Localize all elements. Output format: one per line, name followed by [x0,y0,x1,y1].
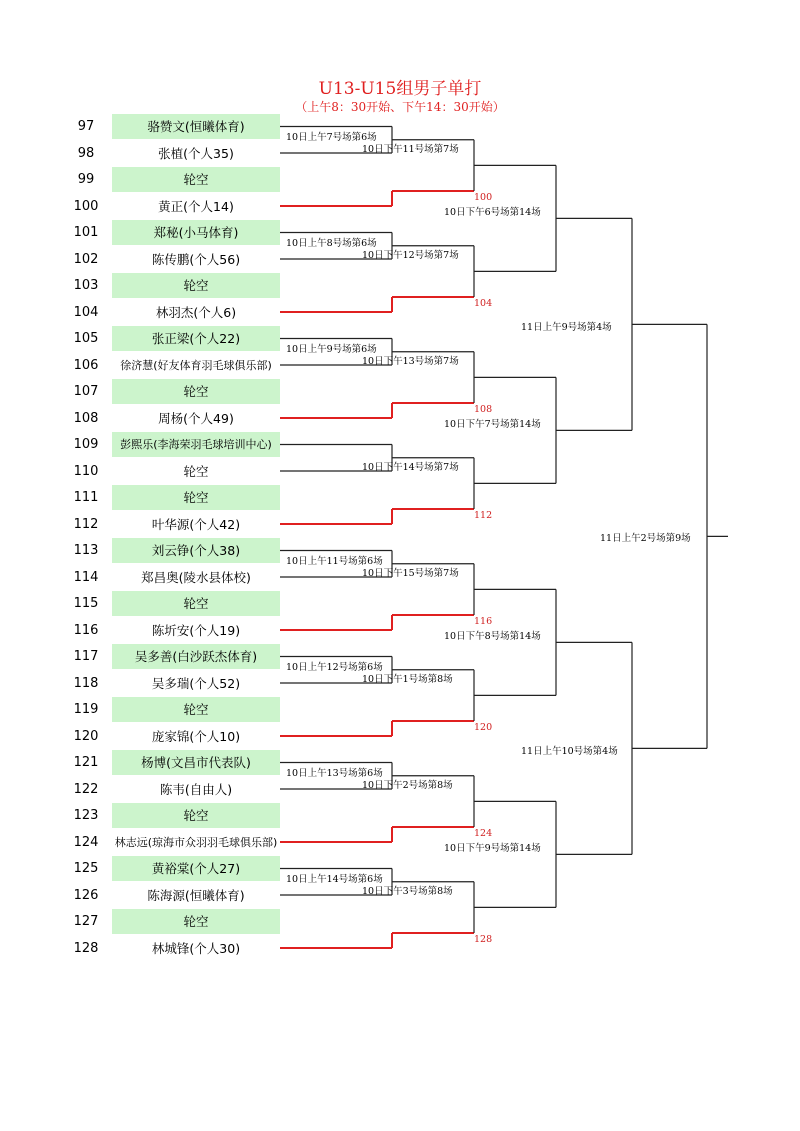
player-seed-number: 102 [73,251,99,267]
match-label: 10日上午14号场第6场 [286,873,383,885]
match-label: 10日下午13号场第7场 [362,355,459,367]
player-seed-number: 115 [73,596,99,611]
player-seed-number: 122 [73,781,99,797]
player-seed-number: 116 [73,622,99,638]
bye-seed-label: 120 [474,722,493,733]
player-name: 张正梁(个人22) [112,326,280,351]
bye-seed-label: 112 [474,510,493,521]
match-label: 10日上午8号场第6场 [286,237,377,249]
player-name: 黄裕棠(个人27) [112,856,280,881]
player-name: 轮空 [183,463,209,479]
player-name: 轮空 [112,167,280,192]
player-name: 陈传鹏(个人56) [151,251,241,267]
match-label: 10日下午2号场第8场 [362,779,453,791]
bye-seed-label: 100 [474,192,493,203]
match-label: 10日上午7号场第6场 [286,131,377,143]
player-name: 刘云铮(个人38) [112,538,280,563]
player-seed-number: 100 [73,198,99,214]
player-seed-number: 98 [77,145,95,161]
player-name: 彭熙乐(李海荣羽毛球培训中心) [112,432,280,457]
player-seed-number: 107 [73,384,99,399]
player-seed-number: 101 [73,225,99,240]
player-name: 轮空 [112,485,280,510]
final-match-label: 11日上午2号场第9场 [600,533,691,545]
player-seed-number: 119 [73,702,99,717]
player-seed-number: 123 [73,808,99,823]
player-name: 陈圻安(个人19) [151,622,241,638]
player-seed-number: 103 [73,278,99,293]
player-name: 吴多善(白沙跃杰体育) [112,644,280,669]
player-name: 张植(个人35) [158,145,234,161]
player-seed-number: 117 [73,649,99,664]
match-label: 10日下午15号场第7场 [362,567,459,579]
match-label: 10日下午3号场第8场 [362,885,453,897]
match-label: 10日下午6号场第14场 [444,207,541,219]
player-name: 庞家锦(个人10) [151,728,241,744]
match-label: 10日上午12号场第6场 [286,661,383,673]
player-name: 轮空 [112,379,280,404]
player-seed-number: 114 [73,569,99,585]
player-name: 周杨(个人49) [158,410,234,426]
player-seed-number: 99 [77,172,95,187]
bye-seed-label: 108 [474,404,493,415]
player-name: 轮空 [112,803,280,828]
player-seed-number: 112 [73,516,99,532]
match-label: 10日上午9号场第6场 [286,343,377,355]
player-name: 林志远(琼海市众羽羽毛球俱乐部) [114,835,278,849]
player-name: 徐济慧(好友体育羽毛球俱乐部) [120,358,272,372]
page-subtitle: （上午8：30开始、下午14：30开始） [295,100,505,114]
player-seed-number: 121 [73,755,99,770]
player-seed-number: 118 [73,675,99,691]
bye-seed-label: 116 [474,616,493,627]
player-name: 轮空 [112,909,280,934]
player-seed-number: 125 [73,861,99,876]
player-seed-number: 106 [73,357,99,373]
player-seed-number: 97 [77,119,95,134]
player-name: 轮空 [112,273,280,298]
player-name: 叶华源(个人42) [151,516,241,532]
match-label: 10日下午12号场第7场 [362,249,459,261]
player-name: 杨博(文昌市代表队) [112,750,280,775]
player-seed-number: 111 [73,490,99,505]
player-name: 林城锋(个人30) [151,940,241,956]
match-label: 10日下午9号场第14场 [444,843,541,855]
match-label: 10日下午1号场第8场 [362,673,453,685]
player-name: 轮空 [112,697,280,722]
bye-seed-label: 104 [474,298,493,309]
player-name: 林羽杰(个人6) [155,304,237,320]
page-title: U13-U15组男子单打 [318,79,482,99]
player-seed-number: 108 [73,410,99,426]
player-seed-number: 104 [73,304,99,320]
player-seed-number: 126 [73,887,99,903]
player-name: 吴多瑞(个人52) [151,675,241,691]
player-name: 轮空 [112,591,280,616]
match-label: 10日下午7号场第14场 [444,419,541,431]
player-seed-number: 109 [73,437,99,452]
player-name: 陈韦(自由人) [159,781,233,797]
player-seed-number: 120 [73,728,99,744]
player-seed-number: 128 [73,940,99,956]
player-seed-number: 105 [73,331,99,346]
player-seed-number: 113 [73,543,99,558]
bye-seed-label: 128 [474,934,493,945]
player-name: 陈海源(恒曦体育) [147,887,245,903]
player-name: 黄正(个人14) [158,198,234,214]
player-name: 郑昌奥(陵水县体校) [141,569,251,585]
match-label: 10日下午14号场第7场 [362,461,459,473]
player-seed-number: 124 [73,834,99,850]
match-label: 10日下午8号场第14场 [444,631,541,643]
match-label: 10日上午11号场第6场 [286,555,383,567]
player-seed-number: 127 [73,914,99,929]
player-seed-number: 110 [73,463,99,479]
player-name: 郑秘(小马体育) [112,220,280,245]
player-name: 骆赞文(恒曦体育) [112,114,280,139]
match-label: 10日下午11号场第7场 [362,143,459,155]
bye-seed-label: 124 [474,828,493,839]
match-label: 11日上午9号场第4场 [521,322,612,334]
match-label: 11日上午10号场第4场 [521,746,618,758]
match-label: 10日上午13号场第6场 [286,767,383,779]
